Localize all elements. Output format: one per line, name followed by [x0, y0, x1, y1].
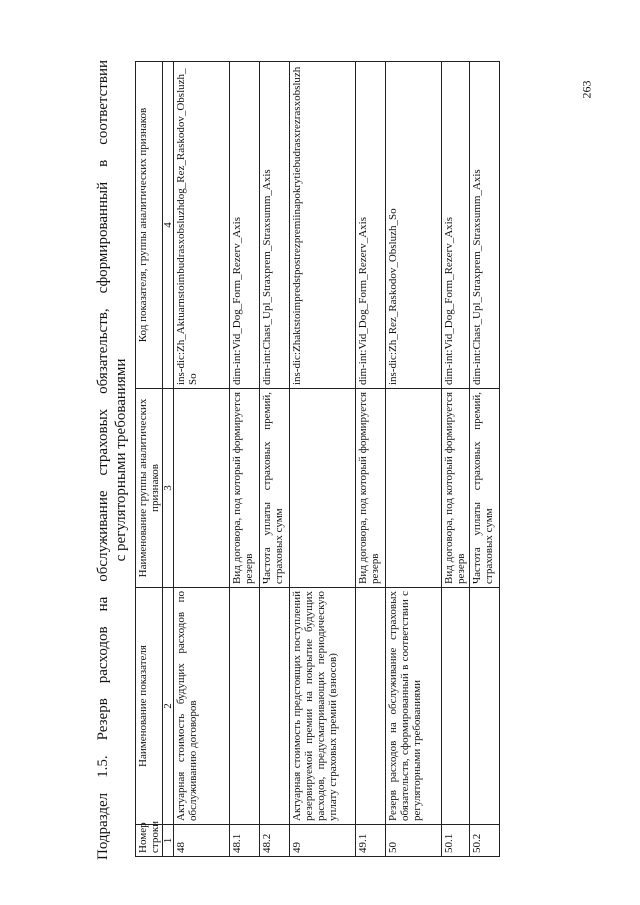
group-name: Вид договора, под который формируется резерв [442, 389, 470, 588]
indicator-code: ins-dic:Zhaktstoimpredstpostrezpremiinapokrytiebudrasxrezrasxobsluzh [290, 62, 356, 389]
group-name [386, 389, 442, 588]
row-number: 50.1 [442, 825, 470, 857]
table-row [174, 62, 230, 857]
indicator-name: Актуарная стоимость предстоящих поступлений резервируемой премии на покрытие будущих расходов, предусматривающих периодическую уплату страховых премий (взносов) [290, 588, 356, 825]
index-cell: 2 [163, 588, 174, 825]
table-row [470, 62, 500, 857]
table-index-row [163, 62, 174, 857]
row-number: 49 [290, 825, 356, 857]
header-code: Код показателя, группы аналитических признаков [136, 62, 163, 389]
header-row-number: Номер строки [136, 825, 163, 857]
indicator-name: Резерв расходов на обслуживание страховых обязательств, сформированный в соответствии с регуляторными требованиями [386, 588, 442, 825]
index-cell: 3 [163, 389, 174, 588]
table-header-row [136, 62, 163, 857]
table-row [230, 62, 260, 857]
table-row [260, 62, 290, 857]
header-group-name: Наименование группы аналитических признаков [136, 389, 163, 588]
rotated-content [95, 60, 545, 860]
row-number: 48.2 [260, 825, 290, 857]
indicator-name [230, 588, 260, 825]
indicators-table [135, 61, 500, 857]
header-indicator-name: Наименование показателя [136, 588, 163, 825]
index-cell: 4 [163, 62, 174, 389]
row-number: 50.2 [470, 825, 500, 857]
section-heading [95, 60, 130, 860]
indicator-code: ins-dic:Zh_Rez_Raskodov_Obsluzh_So [386, 62, 442, 389]
indicator-code: dim-int:Chast_Upl_Straxprem_Straxsumm_Axis [470, 62, 500, 389]
table-row [442, 62, 470, 857]
group-name [290, 389, 356, 588]
indicator-code: dim-int:Vid_Dog_Form_Rezerv_Axis [356, 62, 386, 389]
group-name [174, 389, 230, 588]
group-name: Вид договора, под который формируется резерв [230, 389, 260, 588]
group-name: Вид договора, под который формируется резерв [356, 389, 386, 588]
row-number: 50 [386, 825, 442, 857]
group-name: Частота уплаты страховых премий, страховых сумм [470, 389, 500, 588]
indicator-name [442, 588, 470, 825]
indicator-name: Актуарная стоимость будущих расходов по обслуживанию договоров [174, 588, 230, 825]
indicator-code: dim-int:Chast_Upl_Straxprem_Straxsumm_Axis [260, 62, 290, 389]
indicator-code: dim-int:Vid_Dog_Form_Rezerv_Axis [442, 62, 470, 389]
table-row [356, 62, 386, 857]
table-row [290, 62, 356, 857]
row-number: 48.1 [230, 825, 260, 857]
indicator-name [260, 588, 290, 825]
page-number: 263 [579, 80, 594, 99]
row-number: 48 [174, 825, 230, 857]
heading-line-1: Подраздел 1.5. Резерв расходов на обслуживание страховых обязательств, сформированный в соответствии [95, 60, 111, 860]
index-cell: 1 [163, 825, 174, 857]
table-row [386, 62, 442, 857]
heading-line-2: с регуляторными требованиями [113, 358, 129, 562]
indicator-code: dim-int:Vid_Dog_Form_Rezerv_Axis [230, 62, 260, 389]
indicator-name [470, 588, 500, 825]
indicator-code: ins-dic:Zh_Aktuarnstoimbudrasxobsluzhdog_Rez_Raskodov_Obsluzh_So [174, 62, 230, 389]
indicator-name [356, 588, 386, 825]
group-name: Частота уплаты страховых премий, страховых сумм [260, 389, 290, 588]
row-number: 49.1 [356, 825, 386, 857]
